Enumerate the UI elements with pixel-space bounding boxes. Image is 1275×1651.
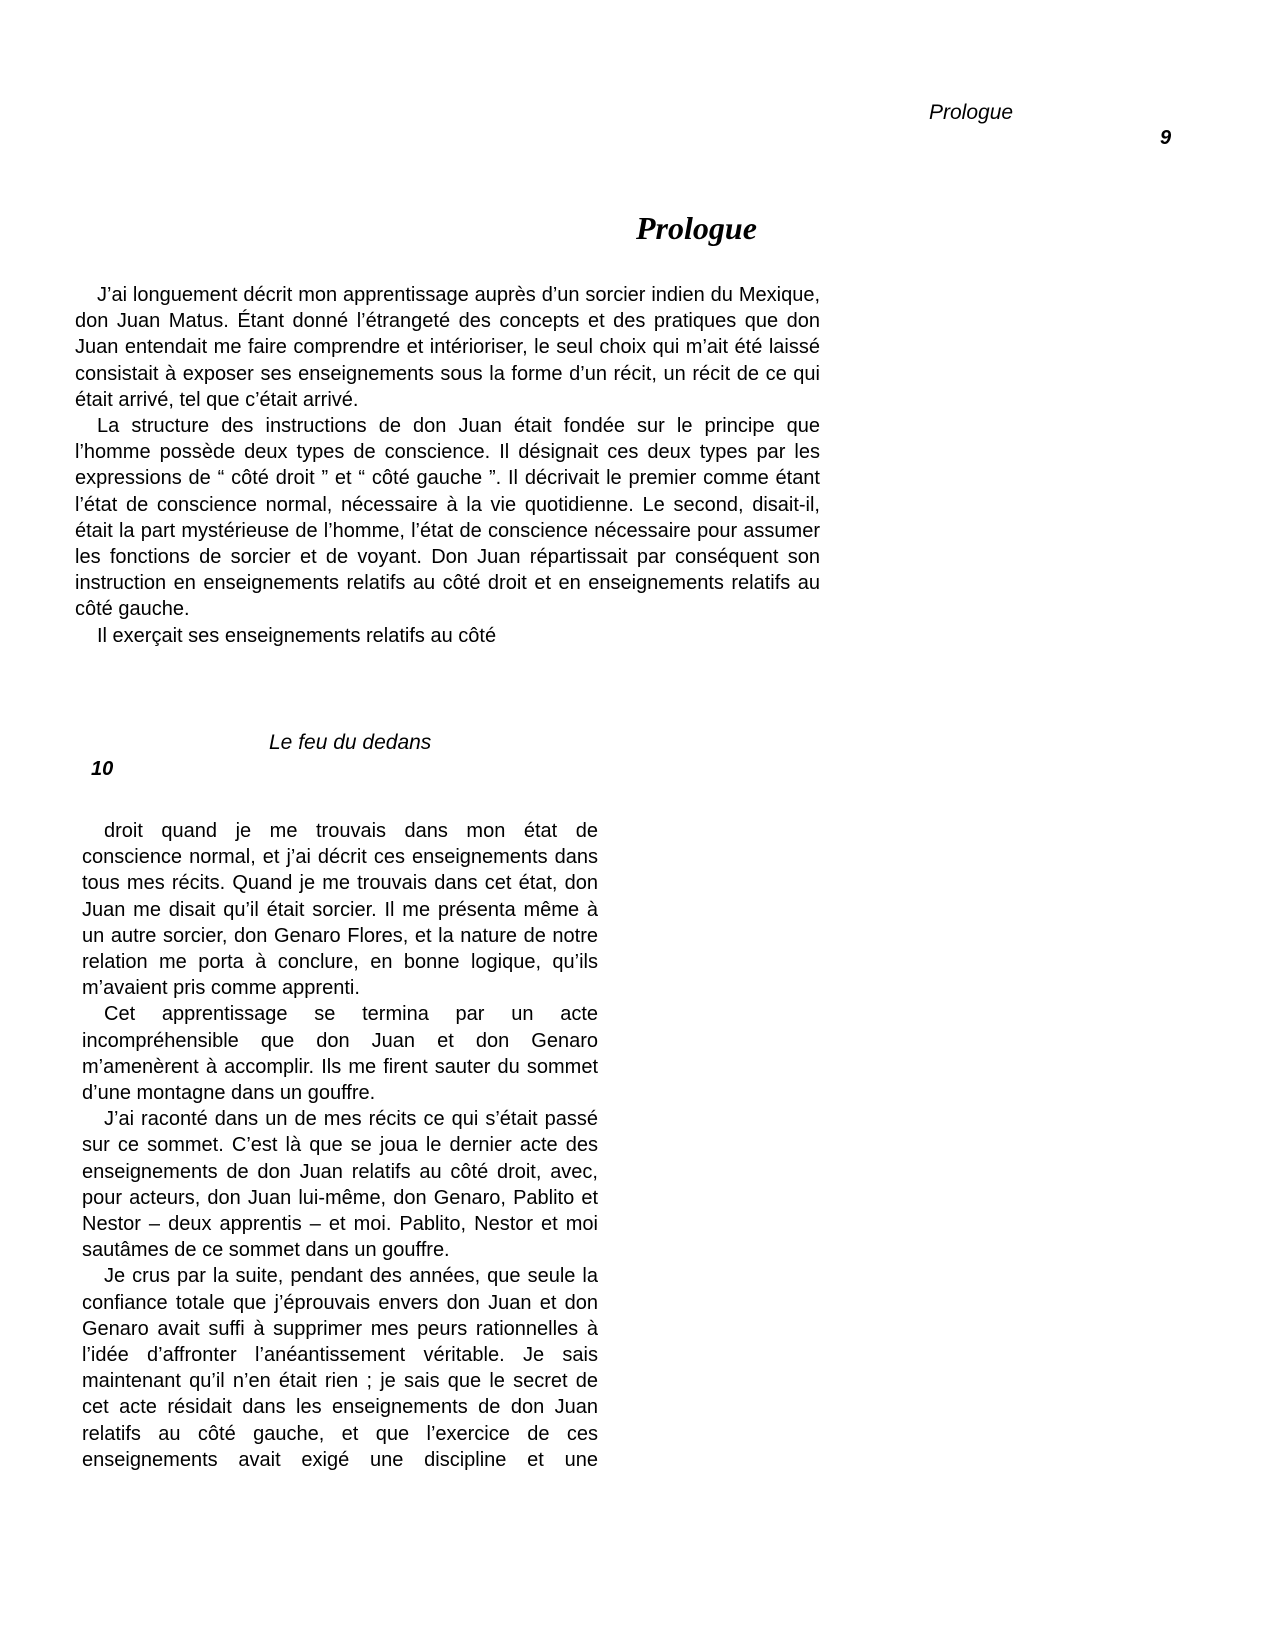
paragraph: La structure des instructions de don Juan était fondée sur le principe que l’homme possède deux types de conscience. Il désignait ces deux types par les expressions de “ côté droit ” et “ côté gauche ”. Il décrivait le premier comme étant l’état de conscience normal, nécessaire à la vie quotidienne. Le second, disait-il, était la part mystérieuse de l’homme, l’état de conscience nécessaire pour assumer les fonctions de sorcier et de voyant. Don Juan répartissait par conséquent son instruction en enseignements relatifs au côté droit et en enseignements relatifs au côté gauche. (75, 415, 820, 621)
paragraph: Il exerçait ses enseignements relatifs au côté (97, 624, 497, 647)
paragraph: Je crus par la suite, pendant des années, que seule la confiance totale que j’éprouvais envers don Juan et don Genaro avait suffi à supprimer mes peurs rationnelles à l’idée d’affronter l’anéantissement véritable. Je sais maintenant qu’il n’en était rien ; je sais que le secret de cet acte résidait dans les enseignements de don Juan relatifs au côté gauche, et que l’exercice de ces enseignements avait exigé une discipline et une (82, 1265, 598, 1471)
paragraph: J’ai longuement décrit mon apprentissage auprès d’un sorcier indien du Mexique, don Juan Matus. Étant donné l’étrangeté des concepts et des pratiques que don Juan entendait me faire comprendre et intérioriser, le seul choix qui m’ait été laissé consistait à exposer ses enseignements sous la forme d’un récit, un récit de ce qui était arrivé, tel que c’était arrivé. (75, 284, 820, 411)
page-10-body (82, 818, 598, 1473)
paragraph: J’ai raconté dans un de mes récits ce qui s’était passé sur ce sommet. C’est là que se joua le dernier acte des enseignements de don Juan relatifs au côté droit, avec, pour acteurs, don Juan lui-même, don Genaro, Pablito et Nestor – deux apprentis – et moi. Pablito, Nestor et moi sautâmes de ce sommet dans un gouffre. (82, 1108, 598, 1262)
page-number-10: 10 (91, 758, 114, 780)
running-head-page-9: Prologue (929, 101, 1014, 124)
page-9-body (75, 282, 820, 649)
paragraph: Cet apprentissage se termina par un acte incompréhensible que don Juan et don Genaro m’amenèrent à accomplir. Ils me firent sauter du sommet d’une montagne dans un gouffre. (82, 1003, 598, 1105)
chapter-title: Prologue (636, 210, 757, 246)
paragraph: droit quand je me trouvais dans mon état de conscience normal, et j’ai décrit ces enseignements dans tous mes récits. Quand je me trouvais dans cet état, don Juan me disait qu’il était sorcier. Il me présenta même à un autre sorcier, don Genaro Flores, et la nature de notre relation me porta à conclure, en bonne logique, qu’ils m’avaient pris comme apprenti. (82, 820, 598, 1000)
page-number-9: 9 (1160, 127, 1172, 149)
running-head-page-10: Le feu du dedans (269, 731, 432, 754)
